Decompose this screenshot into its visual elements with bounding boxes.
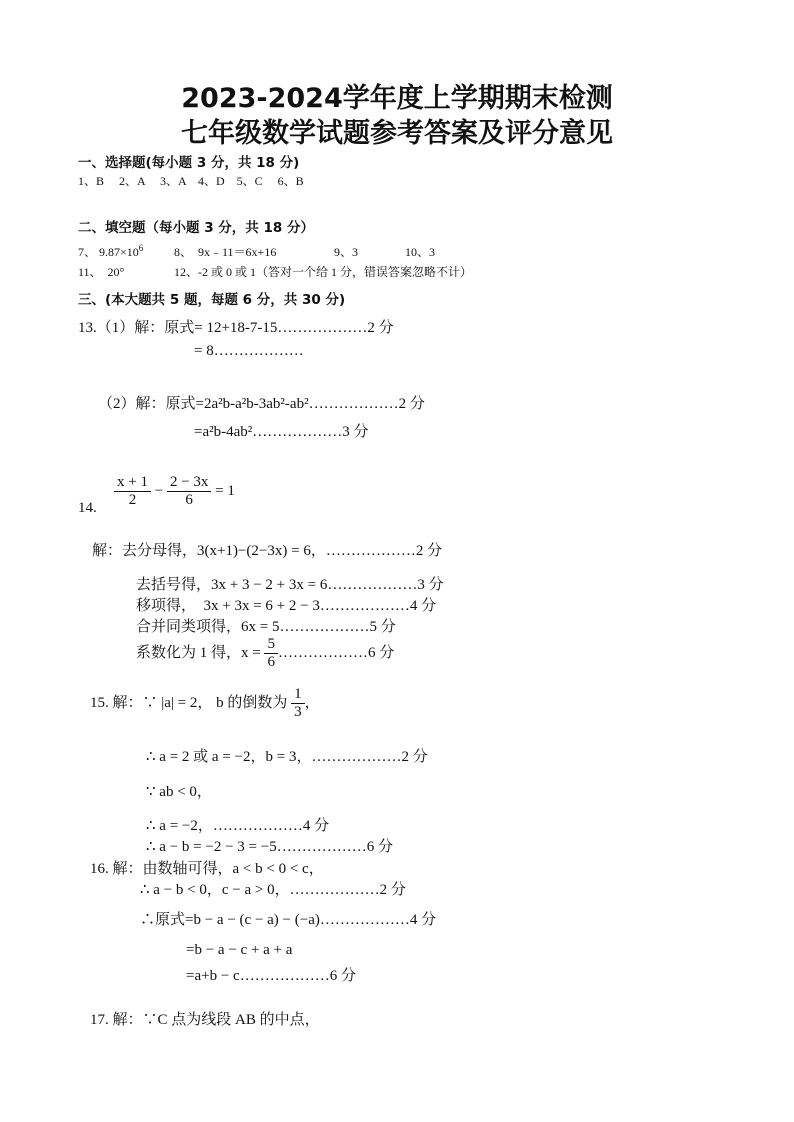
- q17-line1: 17. 解：∵C 点为线段 AB 的中点，: [90, 1012, 320, 1028]
- section1-answers: 1、B 2、A 3、A 4、D 5、C 6、B: [78, 174, 304, 188]
- q16-line1: 16. 解：由数轴可得，a < b < 0 < c，: [90, 861, 324, 877]
- section2-heading: 二、填空题（每小题 3 分，共 18 分）: [78, 220, 314, 236]
- q7-answer: 7、 $9.87\times 10^6$: [78, 243, 144, 259]
- q16-line4: =b − a − c + a + a: [186, 942, 293, 958]
- q14-step1: 解：去分母得，3(x+1)−(2−3x) = 6，………………2 分: [92, 543, 443, 559]
- q15-line2: ∴ a = 2 或 a = −2，b = 3，………………2 分: [146, 749, 428, 765]
- q14-equation: $\frac{x + 1}{2}$ − $\frac{2 - 3x}{6}$ = 1: [114, 474, 235, 509]
- q14-step4: 合并同类项得，6x = 5………………5 分: [136, 619, 396, 635]
- q13-line2: = 8………………: [194, 343, 304, 359]
- q13-line3: （2）解：原式=2a²b-a²b-3ab²-ab²………………2 分: [98, 396, 425, 412]
- q14-step5: 系数化为 1 得，x = $\frac{5}{6}$ ………………6 分: [136, 636, 395, 670]
- q15-line5: ∴ a − b = −2 − 3 = −5………………6 分: [146, 839, 393, 855]
- q13-line1: 13.（1）解：原式= 12+18-7-15………………2 分: [78, 320, 394, 336]
- q16-line3: ∴原式=b − a − (c − a) − (−a)………………4 分: [140, 912, 437, 928]
- q14-number: 14.: [78, 500, 97, 516]
- q15-line1: 15. 解：∵ |a| = 2， b 的倒数为 $\frac{1}{3}$ ，: [90, 686, 320, 720]
- q16-line5: =a+b − c………………6 分: [186, 968, 356, 984]
- q16-line2: ∴ a − b < 0，c − a > 0，………………2 分: [140, 882, 406, 898]
- q14-step2: 去括号得，3x + 3 − 2 + 3x = 6………………3 分: [136, 577, 444, 593]
- section3-heading: 三、(本大题共 5 题，每题 6 分，共 30 分): [78, 292, 346, 308]
- q9-answer: 9、3: [334, 245, 359, 259]
- q10-answer: 10、3: [405, 245, 436, 259]
- q15-line4: ∴ a = −2，………………4 分: [146, 818, 330, 834]
- document-title-line1: 2023-2024学年度上学期期末检测: [181, 83, 613, 114]
- q8-answer: 8、 9x﹣11＝6x+16: [174, 245, 277, 259]
- q14-fraction2: $\frac{2 - 3x}{6}$: [167, 474, 211, 509]
- q15-line3: ∵ ab < 0，: [146, 784, 212, 800]
- q13-line4: =a²b-4ab²………………3 分: [194, 424, 369, 440]
- section1-heading: 一、选择题(每小题 3 分，共 18 分): [78, 155, 300, 171]
- q12-answer: 12、-2 或 0 或 1（答对一个给 1 分，错误答案忽略不计）: [174, 265, 472, 279]
- q14-step3: 移项得， 3x + 3x = 6 + 2 − 3………………4 分: [136, 598, 437, 614]
- q14-fraction1: $\frac{x + 1}{2}$: [114, 474, 151, 509]
- q11-answer: 11、 20°: [78, 265, 125, 279]
- document-title-line2: 七年级数学试题参考答案及评分意见: [181, 118, 613, 149]
